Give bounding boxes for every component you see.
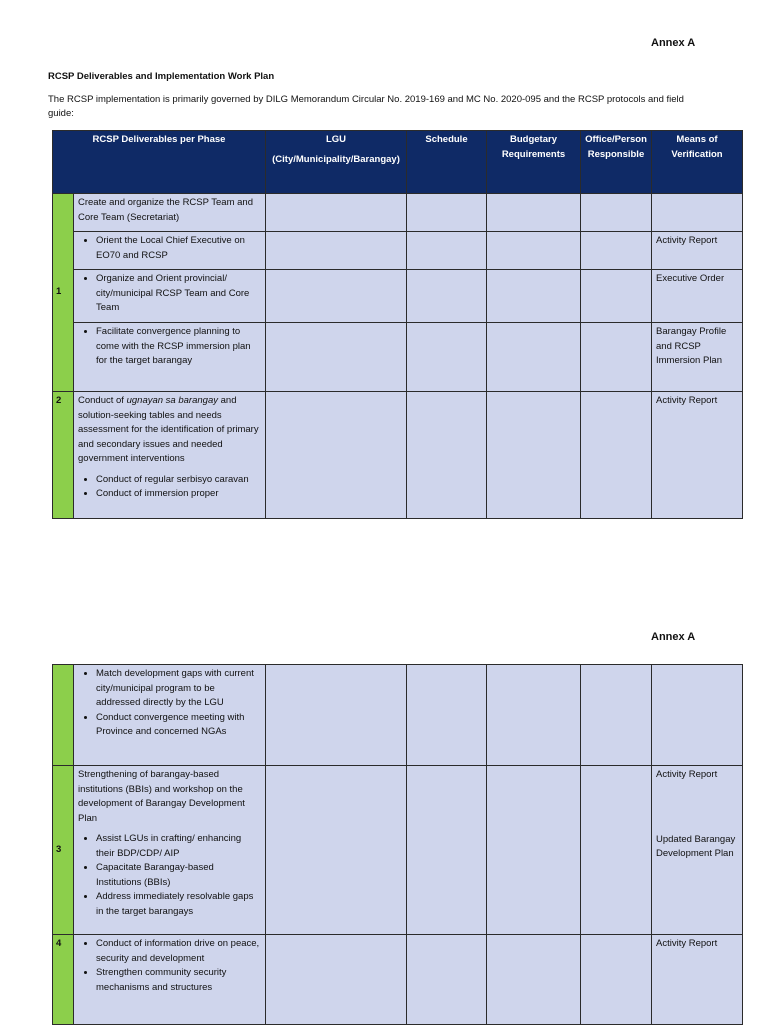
means-of-verification: Activity Report Updated Barangay Development Plan <box>652 766 743 935</box>
means-of-verification: Activity Report <box>652 232 743 270</box>
table-row <box>53 232 743 270</box>
deliverable-cell <box>74 935 266 1025</box>
phase2-description: Conduct of ugnayan sa barangay and solution-seeking tables and needs assessment for the identification of primary and secondary issues and needed government interventions <box>78 395 259 464</box>
means-of-verification: Barangay Profile and RCSP Immersion Plan <box>652 323 743 392</box>
table-row <box>53 270 743 323</box>
deliverable-cell <box>74 323 266 392</box>
table-row <box>53 665 743 766</box>
deliverable-cell <box>74 665 266 766</box>
bullet-item: • Conduct of regular serbisyo caravan <box>96 473 261 488</box>
deliverable-cell <box>74 766 266 935</box>
bullet-item: • Address immediately resolvable gaps in the target barangays <box>96 890 261 919</box>
header-budget: Budgetary Requirements <box>487 131 581 194</box>
phase3-description: Strengthening of barangay-based institutions (BBIs) and workshop on the development of Barangay Development Plan <box>78 769 245 824</box>
phase-number: 2 <box>53 392 74 519</box>
header-lgu <box>266 131 407 194</box>
deliverable-cell <box>74 232 266 270</box>
bullet-item: • Conduct of information drive on peace, security and development <box>96 937 261 966</box>
header-lgu-line2: (City/Municipality/Barangay) <box>272 153 400 165</box>
bullet-item: • Strengthen community security mechanisms and structures <box>96 966 261 995</box>
bullet-item: • Capacitate Barangay-based Institutions (BBIs) <box>96 861 261 890</box>
means-of-verification: Activity Report <box>652 392 743 519</box>
table-row <box>53 323 743 392</box>
header-row <box>53 131 743 194</box>
bullet-item: • Match development gaps with current city/municipal program to be addressed directly by the LGU <box>96 667 261 711</box>
header-lgu-line1: LGU <box>325 134 347 145</box>
document-title: RCSP Deliverables and Implementation Work Plan <box>48 71 275 82</box>
means-of-verification: Executive Order <box>652 270 743 323</box>
bullet-item: • Conduct of immersion proper <box>96 487 261 502</box>
annex-label: Annex A <box>651 37 696 49</box>
work-plan-table-continued <box>52 664 743 1025</box>
deliverable-cell <box>74 392 266 519</box>
bullet-item: • Organize and Orient provincial/ city/municipal RCSP Team and Core Team <box>96 272 261 316</box>
table-row <box>53 392 743 519</box>
header-office: Office/Person Responsible <box>581 131 652 194</box>
intro-paragraph: The RCSP implementation is primarily governed by DILG Memorandum Circular No. 2019-169 and MC No. 2020-095 and the RCSP protocols and field guide: <box>48 94 684 119</box>
bullet-item: • Conduct convergence meeting with Province and concerned NGAs <box>96 711 261 740</box>
phase-number: 4 <box>53 935 74 1025</box>
table-row <box>53 935 743 1025</box>
annex-label: Annex A <box>651 631 696 643</box>
header-phase: RCSP Deliverables per Phase <box>53 131 266 194</box>
deliverable-cell: Create and organize the RCSP Team and Core Team (Secretariat) <box>74 194 266 232</box>
phase-number: 1 <box>53 194 74 392</box>
bullet-item: • Orient the Local Chief Executive on EO70 and RCSP <box>96 234 261 263</box>
bullet-item: • Facilitate convergence planning to come with the RCSP immersion plan for the target barangay <box>96 325 261 369</box>
deliverable-cell <box>74 270 266 323</box>
bullet-item: • Assist LGUs in crafting/ enhancing their BDP/CDP/ AIP <box>96 832 261 861</box>
header-means: Means of Verification <box>652 131 743 194</box>
table-row <box>53 766 743 935</box>
header-schedule: Schedule <box>407 131 487 194</box>
table-row <box>53 194 743 232</box>
phase-number: 3 <box>53 766 74 935</box>
means-of-verification: Activity Report <box>652 935 743 1025</box>
work-plan-table <box>52 130 743 519</box>
